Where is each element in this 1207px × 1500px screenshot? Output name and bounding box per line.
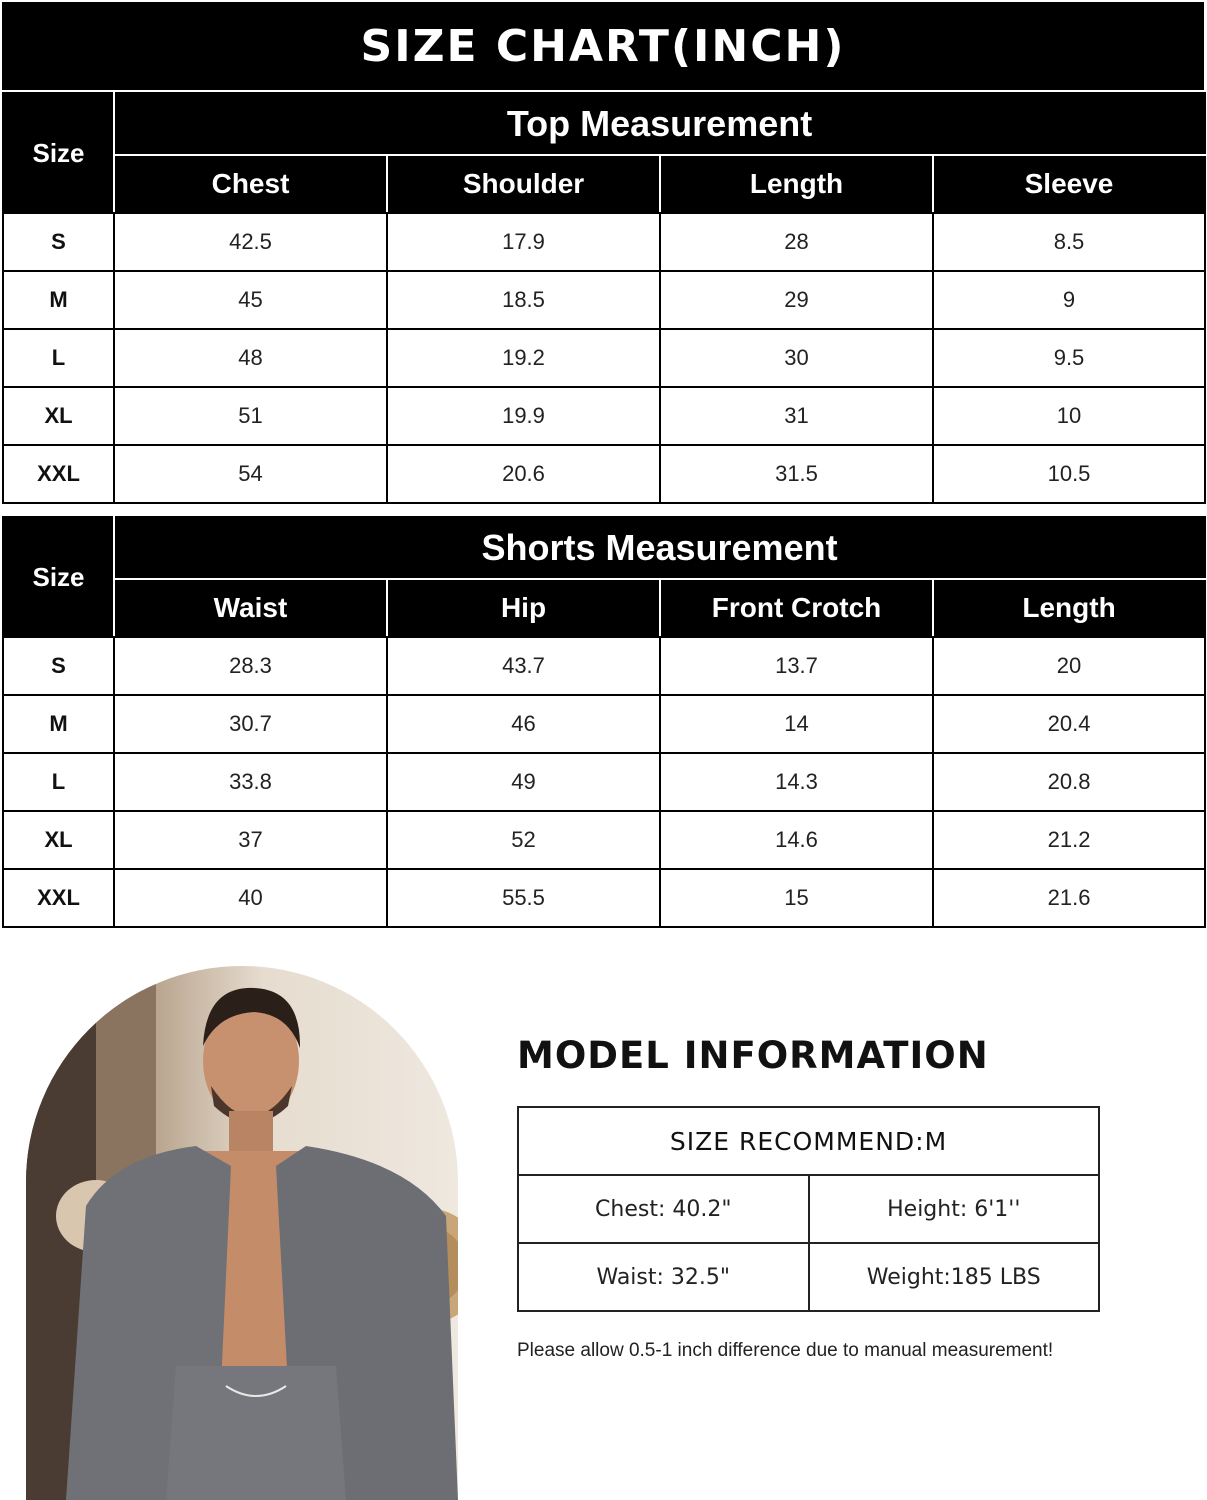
value-cell: 43.7: [387, 637, 660, 695]
shorts-measurement-table: [2, 516, 1206, 928]
size-cell: S: [3, 637, 114, 695]
shorts-col-hip: Hip: [387, 579, 660, 637]
value-cell: 20.8: [933, 753, 1205, 811]
value-cell: 14.3: [660, 753, 933, 811]
value-cell: 20.4: [933, 695, 1205, 753]
size-chart-title: SIZE CHART(INCH): [2, 2, 1204, 90]
table-row: [3, 637, 1205, 695]
value-cell: 28: [660, 213, 933, 271]
value-cell: 14.6: [660, 811, 933, 869]
value-cell: 19.9: [387, 387, 660, 445]
value-cell: 33.8: [114, 753, 387, 811]
top-col-chest: Chest: [114, 155, 387, 213]
value-cell: 46: [387, 695, 660, 753]
size-cell: XL: [3, 387, 114, 445]
model-photo: [26, 966, 458, 1500]
value-cell: 13.7: [660, 637, 933, 695]
model-illustration: [26, 966, 458, 1500]
size-cell: S: [3, 213, 114, 271]
size-cell: M: [3, 695, 114, 753]
size-cell: L: [3, 753, 114, 811]
top-col-shoulder: Shoulder: [387, 155, 660, 213]
top-measurement-table: [2, 92, 1206, 504]
model-info-table: [517, 1106, 1100, 1312]
value-cell: 18.5: [387, 271, 660, 329]
value-cell: 55.5: [387, 869, 660, 927]
value-cell: 40: [114, 869, 387, 927]
size-cell: XL: [3, 811, 114, 869]
value-cell: 14: [660, 695, 933, 753]
table-row: [3, 869, 1205, 927]
size-cell: M: [3, 271, 114, 329]
value-cell: 28.3: [114, 637, 387, 695]
value-cell: 17.9: [387, 213, 660, 271]
value-cell: 52: [387, 811, 660, 869]
value-cell: 31.5: [660, 445, 933, 503]
top-col-sleeve: Sleeve: [933, 155, 1205, 213]
model-weight: Weight:185 LBS: [809, 1243, 1100, 1311]
value-cell: 19.2: [387, 329, 660, 387]
value-cell: 48: [114, 329, 387, 387]
value-cell: 10.5: [933, 445, 1205, 503]
size-cell: XXL: [3, 445, 114, 503]
shorts-col-waist: Waist: [114, 579, 387, 637]
shorts-size-header: Size: [3, 517, 114, 637]
size-recommend: SIZE RECOMMEND:M: [518, 1107, 1099, 1175]
model-chest: Chest: 40.2": [518, 1175, 809, 1243]
value-cell: 9: [933, 271, 1205, 329]
value-cell: 9.5: [933, 329, 1205, 387]
model-waist: Waist: 32.5": [518, 1243, 809, 1311]
value-cell: 21.6: [933, 869, 1205, 927]
top-section-title: Top Measurement: [114, 93, 1205, 155]
value-cell: 29: [660, 271, 933, 329]
value-cell: 15: [660, 869, 933, 927]
value-cell: 30.7: [114, 695, 387, 753]
value-cell: 21.2: [933, 811, 1205, 869]
model-info-title: MODEL INFORMATION: [517, 1034, 989, 1077]
table-row: [3, 445, 1205, 503]
top-col-length: Length: [660, 155, 933, 213]
table-row: [3, 695, 1205, 753]
shorts-col-front-crotch: Front Crotch: [660, 579, 933, 637]
value-cell: 31: [660, 387, 933, 445]
value-cell: 54: [114, 445, 387, 503]
value-cell: 42.5: [114, 213, 387, 271]
value-cell: 51: [114, 387, 387, 445]
value-cell: 45: [114, 271, 387, 329]
value-cell: 49: [387, 753, 660, 811]
shorts-section-title: Shorts Measurement: [114, 517, 1205, 579]
size-cell: XXL: [3, 869, 114, 927]
size-cell: L: [3, 329, 114, 387]
table-row: [3, 387, 1205, 445]
value-cell: 30: [660, 329, 933, 387]
top-size-header: Size: [3, 93, 114, 213]
value-cell: 20.6: [387, 445, 660, 503]
table-row: [3, 753, 1205, 811]
shorts-col-length: Length: [933, 579, 1205, 637]
value-cell: 37: [114, 811, 387, 869]
table-row: [3, 271, 1205, 329]
value-cell: 8.5: [933, 213, 1205, 271]
value-cell: 10: [933, 387, 1205, 445]
value-cell: 20: [933, 637, 1205, 695]
measurement-note: Please allow 0.5-1 inch difference due to manual measurement!: [517, 1340, 1054, 1361]
table-row: [3, 811, 1205, 869]
table-row: [3, 329, 1205, 387]
table-row: [3, 213, 1205, 271]
model-height: Height: 6'1'': [809, 1175, 1100, 1243]
